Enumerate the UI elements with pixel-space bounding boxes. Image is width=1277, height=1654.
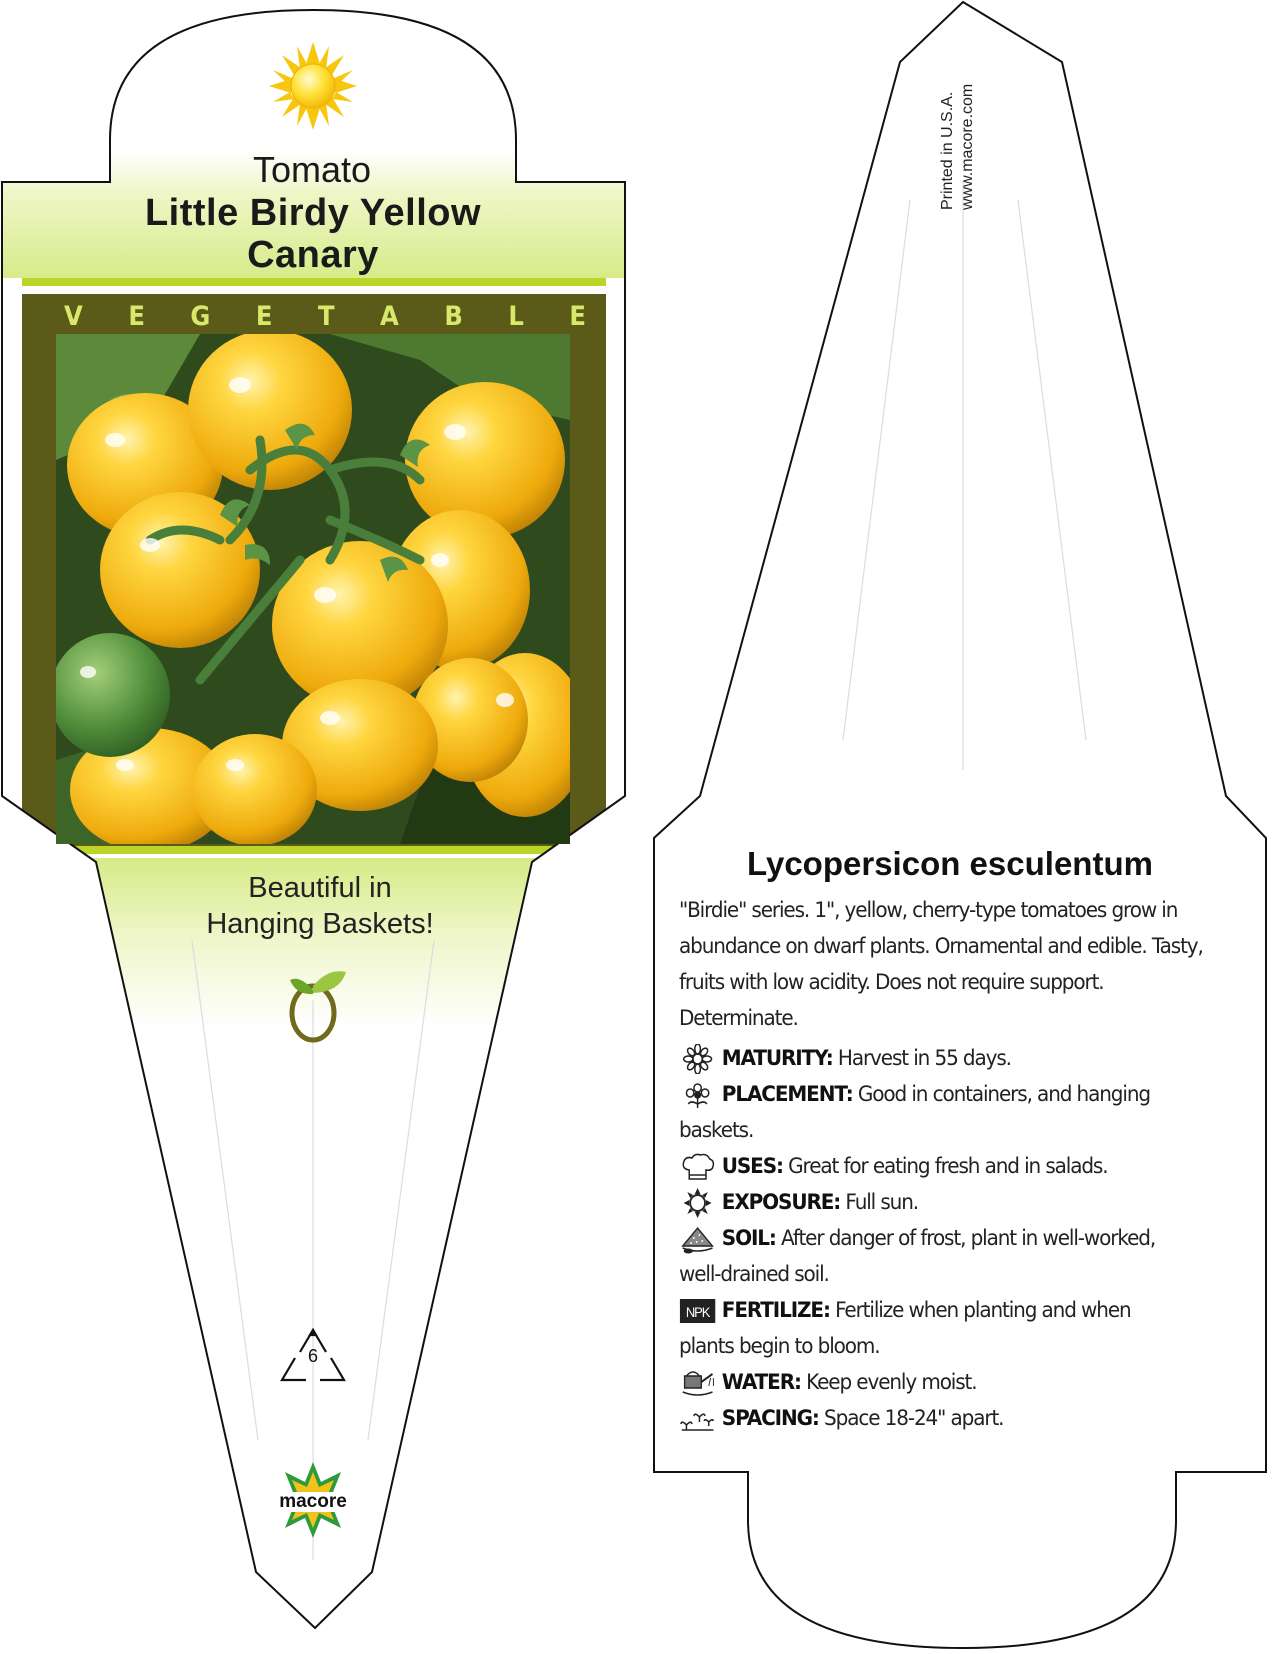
variety-line-1: Little Birdy Yellow xyxy=(144,192,482,234)
care-row-soil xyxy=(679,1221,1237,1293)
category-letter: L xyxy=(508,300,524,332)
care-text: Fertilize when planting and when xyxy=(835,1298,1131,1323)
common-name: Tomato xyxy=(252,149,372,190)
care-list xyxy=(679,1041,1237,1437)
care-row-exposure xyxy=(679,1185,1237,1221)
care-label: SOIL: xyxy=(721,1226,776,1251)
care-text: After danger of frost, plant in well-worked, xyxy=(781,1226,1156,1251)
svg-text:NPK: NPK xyxy=(685,1304,710,1321)
printed-in-notice xyxy=(938,50,978,220)
scientific-name: Lycopersicon esculentum xyxy=(747,845,1153,882)
category-letter: V xyxy=(64,300,83,332)
placement-plant-icon xyxy=(679,1080,716,1110)
printed-line-1: Printed in U.S.A. xyxy=(939,91,956,210)
category-letter: E xyxy=(255,300,273,332)
care-text: Full sun. xyxy=(845,1190,919,1215)
soil-icon xyxy=(679,1224,716,1254)
care-label: USES: xyxy=(721,1154,783,1179)
care-label: FERTILIZE: xyxy=(721,1298,830,1323)
description: "Birdie" series. 1", yellow, cherry-type tomatoes grow in abundance on dwarf plants. Ornamental and edible. Tasty, fruits with low acidity. Does not require support. Determinate. xyxy=(679,898,1203,1031)
category-letter: A xyxy=(380,300,399,332)
care-label: WATER: xyxy=(721,1370,801,1395)
care-text: Keep evenly moist. xyxy=(806,1370,977,1395)
category-letter: T xyxy=(317,300,335,332)
recycle-code: 6 xyxy=(307,1346,318,1366)
logo-text: macore xyxy=(279,1491,347,1512)
care-label: EXPOSURE: xyxy=(721,1190,841,1215)
category-letter: E xyxy=(569,300,586,332)
care-text: Space 18-24" apart. xyxy=(824,1406,1004,1431)
variety-line-2: Canary xyxy=(247,234,379,276)
maturity-flower-icon xyxy=(679,1044,716,1074)
care-text-continued: baskets. xyxy=(679,1118,754,1143)
spacing-sprouts-icon xyxy=(679,1404,716,1434)
care-row-fertilize xyxy=(679,1293,1237,1365)
care-text: Great for eating fresh and in salads. xyxy=(788,1154,1108,1179)
care-text-continued: well-drained soil. xyxy=(679,1262,829,1287)
care-row-spacing xyxy=(679,1401,1237,1437)
tagline-line-2: Hanging Baskets! xyxy=(206,908,434,940)
watering-can-icon xyxy=(679,1368,716,1398)
care-text: Harvest in 55 days. xyxy=(837,1046,1011,1071)
category-letter: B xyxy=(444,300,463,332)
category-letter: E xyxy=(128,300,145,332)
care-row-placement xyxy=(679,1077,1237,1149)
care-label: MATURITY: xyxy=(721,1046,833,1071)
care-label: SPACING: xyxy=(721,1406,819,1431)
npk-icon xyxy=(679,1296,716,1326)
care-row-water xyxy=(679,1365,1237,1401)
tagline-line-1: Beautiful in xyxy=(248,872,392,904)
sun-outline-icon xyxy=(679,1188,716,1218)
printed-line-2: www.macore.com xyxy=(959,83,976,210)
care-text-continued: plants begin to bloom. xyxy=(679,1334,880,1359)
category-letter: G xyxy=(190,300,211,332)
care-row-uses xyxy=(679,1149,1237,1185)
care-row-maturity xyxy=(679,1041,1237,1077)
care-label: PLACEMENT: xyxy=(721,1082,853,1107)
care-text: Good in containers, and hanging xyxy=(857,1082,1150,1107)
chef-hat-icon xyxy=(679,1152,716,1182)
